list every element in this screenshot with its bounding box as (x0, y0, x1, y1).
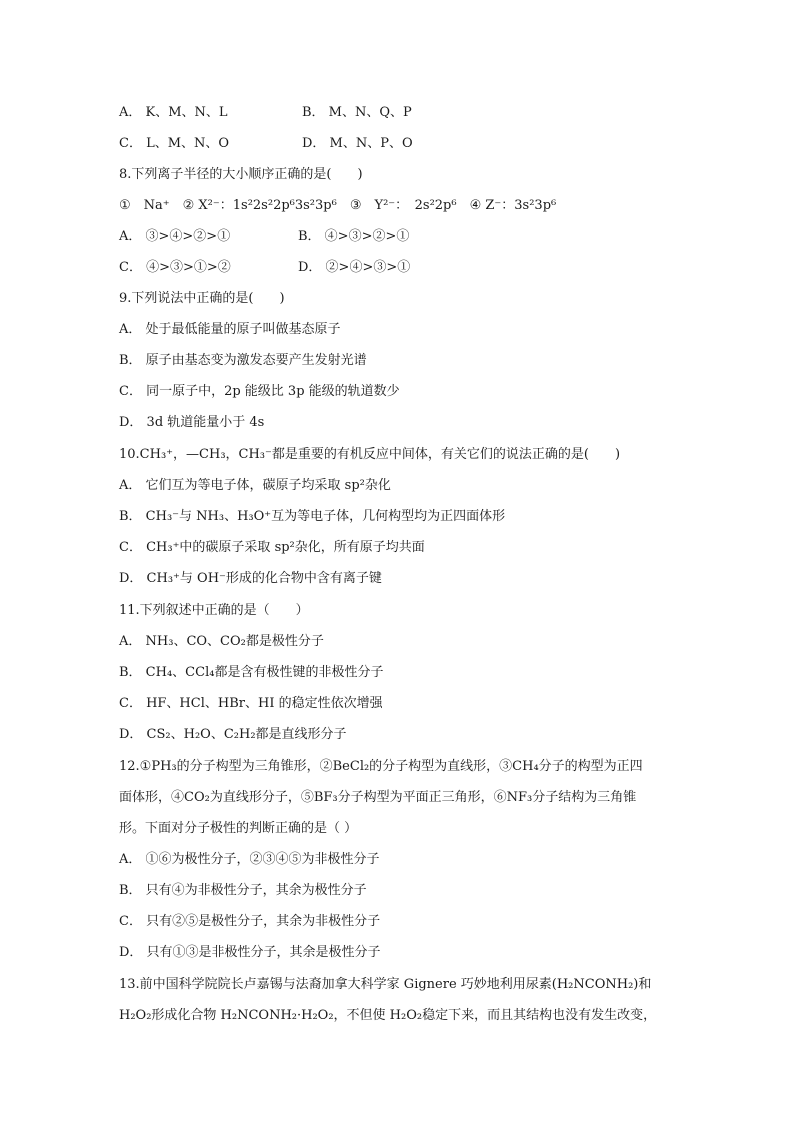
q12-stem-line-3: 形。下面对分子极性的判断正确的是（ ） (119, 821, 358, 836)
q10-option-b: B． CH₃⁻与 NH₃、H₃O⁺互为等电子体，几何构型均为正四面体形 (119, 509, 506, 524)
q8-options-row-1 (119, 229, 410, 245)
q12-stem-line-1: 12.①PH₃的分子构型为三角锥形，②BeCl₂的分子构型为直线形，③CH₄分子的构型为正四 (119, 759, 643, 774)
q7-option-c: C． L、M、N、O (119, 136, 230, 151)
q7-options-row-2 (119, 136, 413, 152)
q7-option-b: B． M、N、Q、P (302, 105, 412, 120)
q9-option-b: B． 原子由基态变为激发态要产生发射光谱 (119, 353, 367, 368)
q8-option-b: B． ④>③>②>① (298, 229, 410, 244)
q12-option-d: D． 只有①③是非极性分子，其余是极性分子 (119, 945, 381, 960)
q10-option-d: D． CH₃⁺与 OH⁻形成的化合物中含有离子键 (119, 571, 382, 586)
q11-option-b: B． CH₄、CCl₄都是含有极性键的非极性分子 (119, 665, 384, 680)
q12-option-b: B． 只有④为非极性分子，其余为极性分子 (119, 883, 367, 898)
q8-option-d: D． ②>④>③>① (298, 260, 411, 275)
q10-option-c: C． CH₃⁺中的碳原子采取 sp²杂化，所有原子均共面 (119, 540, 425, 555)
q8-stem: 8.下列离子半径的大小顺序正确的是( ) (119, 167, 363, 182)
q9-option-a: A． 处于最低能量的原子叫做基态原子 (119, 322, 341, 337)
q9-option-d: D． 3d 轨道能量小于 4s (119, 415, 265, 430)
q8-option-a: A． ③>④>②>① (119, 229, 231, 244)
q10-option-a: A． 它们互为等电子体，碳原子均采取 sp²杂化 (119, 478, 391, 493)
q9-option-c: C． 同一原子中，2p 能级比 3p 能级的轨道数少 (119, 384, 400, 399)
q11-option-a: A． NH₃、CO、CO₂都是极性分子 (119, 634, 324, 649)
q8-options-row-2 (119, 260, 411, 276)
q7-option-d: D． M、N、P、O (302, 136, 413, 151)
q13-stem-line-2: H₂O₂形成化合物 H₂NCONH₂·H₂O₂，不但使 H₂O₂稳定下来，而且其结构也没有发生改变， (119, 1008, 657, 1023)
q8-option-c: C． ④>③>①>② (119, 260, 231, 275)
q11-stem: 11.下列叙述中正确的是（ ） (119, 603, 309, 618)
q11-option-c: C． HF、HCl、HBr、HI 的稳定性依次增强 (119, 696, 383, 711)
q11-option-d: D． CS₂、H₂O、C₂H₂都是直线形分子 (119, 727, 347, 742)
q8-items: ① Na⁺ ② X²⁻：1s²2s²2p⁶3s²3p⁶ ③ Y²⁻： 2s²2p⁶ ④ Z⁻：3s²3p⁶ (119, 198, 557, 213)
q12-stem-line-2: 面体形，④CO₂为直线形分子，⑤BF₃分子构型为平面正三角形，⑥NF₃分子结构为三角锥 (119, 790, 637, 805)
q7-options-row-1 (119, 105, 412, 121)
q12-option-c: C． 只有②⑤是极性分子，其余为非极性分子 (119, 914, 381, 929)
q9-stem: 9.下列说法中正确的是( ) (119, 291, 285, 306)
q13-stem-line-1: 13.前中国科学院院长卢嘉锡与法裔加拿大科学家 Gignere 巧妙地利用尿素(H₂NCONH₂)和 (119, 977, 652, 992)
q7-option-a: A． K、M、N、L (119, 105, 228, 120)
q10-stem: 10.CH₃⁺，—CH₃，CH₃⁻都是重要的有机反应中间体，有关它们的说法正确的是( ) (119, 447, 621, 462)
q12-option-a: A． ①⑥为极性分子，②③④⑤为非极性分子 (119, 852, 380, 867)
